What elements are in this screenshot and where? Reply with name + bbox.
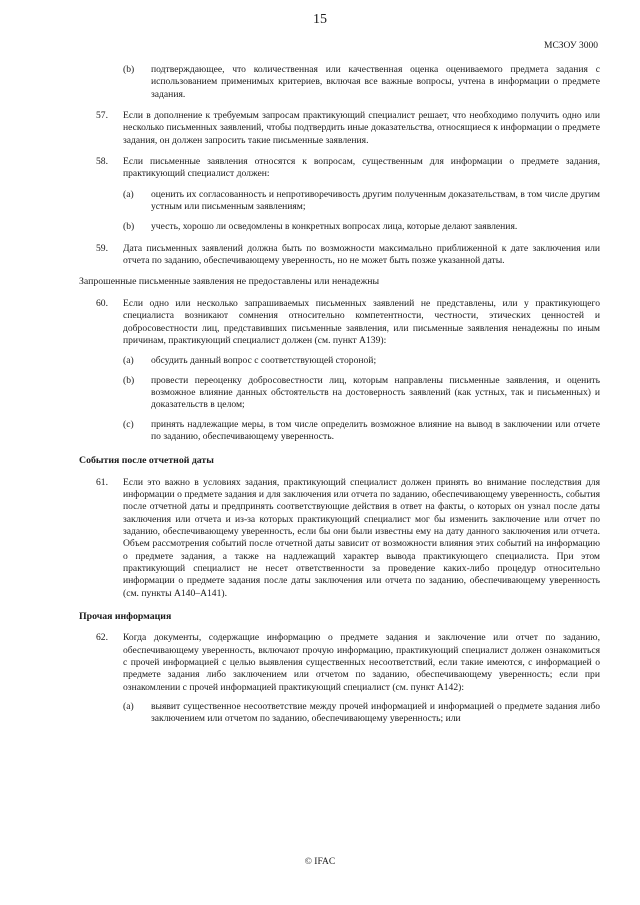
paragraph-text: Когда документы, содержащие информацию о предмете задания и заключение или отчет по заданию, обеспечивающему уверенность, включают прочую информацию, практикующий специалист должен ознакомиться с прочей информацией с целью выявления существенных несоответствий, если такие имеются, с информацией о предмете задания либо заключением или отчетом по заданию, обеспечивающему уверенность; если при ознакомлении с прочей информацией практикующий специалист (см. пункт A142): (123, 632, 600, 693)
paragraph (96, 298, 600, 347)
list-item (123, 64, 600, 101)
paragraph (96, 243, 600, 268)
paragraph (96, 156, 600, 181)
list-item-label: (a) (123, 355, 134, 367)
list-item-label: (c) (123, 418, 134, 430)
paragraph (96, 477, 600, 600)
list-item-text: провести переоценку добросовестности лиц, которым направлены письменные заявления, и оценить возможное влияние данных обстоятельств на достоверность заявлений (как устных, так и письменных) и доказательств в целом; (151, 374, 600, 411)
paragraph-text: Если одно или несколько запрашиваемых письменных заявлений не представлены, или у практикующего специалиста возникают сомнения относительно компетентности, честности, этических ценностей и добросовестности лиц, представивших письменные заявления, или письменные заявления ненадежны по иным причинам, практикующий специалист должен (см. пункт A139): (123, 297, 600, 346)
section-heading: Прочая информация (79, 611, 172, 623)
page-number: 15 (313, 12, 327, 27)
list-item-label: (a) (123, 701, 134, 713)
paragraph-text: Если в дополнение к требуемым запросам практикующий специалист решает, что необходимо получить одно или несколько письменных заявлений, чтобы подтвердить иные доказательства, относящиеся к информации о предмете задания, он должен запросить такие письменные заявления. (123, 110, 600, 146)
paragraph (96, 110, 600, 147)
list-item (123, 701, 600, 726)
document-body (79, 64, 600, 726)
list-item-text: учесть, хорошо ли осведомлены в конкретных вопросах лица, которые делают заявления. (151, 221, 518, 233)
paragraph-number: 57. (96, 110, 108, 122)
list-item (123, 375, 600, 412)
paragraph-number: 58. (96, 156, 108, 168)
paragraph-number: 61. (96, 476, 108, 488)
list-item-text: оценить их согласованность и непротиворечивость другим полученным доказательствам, в том числе другим устным или письменным заявлениям; (151, 188, 600, 213)
list-item (123, 419, 600, 444)
paragraph-number: 60. (96, 297, 108, 309)
list-item-text: выявит существенное несоответствие между прочей информацией и информацией о предмете задания либо заключением или отчетом по заданию, обеспечивающему уверенность; или (151, 701, 600, 725)
section-heading: Запрошенные письменные заявления не предоставлены или ненадежны (79, 276, 380, 288)
paragraph-text: Если это важно в условиях задания, практикующий специалист должен принять во внимание последствия для информации о предмете задания и для заключения или отчета по заданию, обеспечивающему уверенность, события после отчетной даты и предпринять соответствующие действия в ответ на факты, о которых он узнал после даты заключения или отчета и из-за которых практикующий специалист мог бы изменить заключение или отчет по заданию, обеспечивающему уверенность, если бы они были известны ему на дату данного заключения или отчета. Объем рассмотрения событий после отчетной даты зависит от возможности влияния этих событий на информацию о предмете задания, а также на надлежащий характер вывода практикующего специалиста. При этом практикующий специалист не несет ответственности за проведение каких-либо процедур относительно информации о предмете задания после даты заключения или отчета по заданию, обеспечивающему уверенность (см. пункты A140–A141). (123, 476, 600, 599)
list-item-label: (a) (123, 188, 134, 200)
copyright-footer: © IFAC (304, 857, 336, 867)
paragraph-number: 59. (96, 242, 108, 254)
list-item (123, 355, 600, 367)
paragraph-number: 62. (96, 632, 108, 644)
document-code: МСЗОУ 3000 (544, 41, 598, 51)
list-item (123, 189, 600, 214)
list-item-label: (b) (123, 64, 135, 75)
list-item-label: (b) (123, 221, 135, 233)
paragraph-text: Дата письменных заявлений должна быть по возможности максимально приближенной к дате заключения или отчета по заданию, обеспечивающему уверенность, но не может быть позже указанной даты. (123, 242, 600, 267)
list-item-text: обсудить данный вопрос с соответствующей стороной; (151, 355, 377, 367)
list-item-text: принять надлежащие меры, в том числе определить возможное влияние на вывод в заключении или отчете по заданию, обеспечивающему уверенность. (151, 418, 600, 442)
paragraph (96, 632, 600, 694)
paragraph-text: Если письменные заявления относятся к вопросам, существенным для информации о предмете задания, практикующий специалист должен: (123, 156, 600, 180)
list-item-text: подтверждающее, что количественная или качественная оценка оцениваемого предмета задания с использованием применимых критериев, включая все важные вопросы, учтена в информации о предмете задания. (151, 64, 600, 100)
list-item-label: (b) (123, 374, 135, 386)
section-heading: События после отчетной даты (79, 455, 214, 467)
list-item (123, 221, 600, 233)
